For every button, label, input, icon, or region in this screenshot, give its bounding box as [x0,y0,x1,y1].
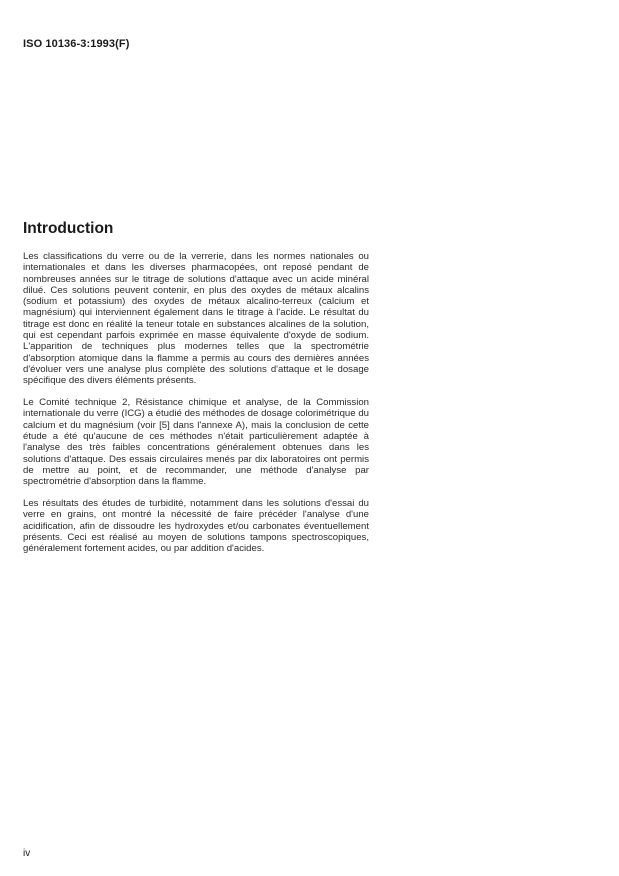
page-number: iv [23,848,31,859]
paragraph-1: Les classifications du verre ou de la verrerie, dans les normes nationales ou internationales et dans les diverses pharmacopées, ont reposé pendant de nombreuses années sur le titrage de solutions d'attaque avec un acide minéral dilué. Ces solutions peuvent contenir, en plus des oxydes de métaux alcalins (sodium et potassium) des oxydes de métaux alcalino-terreux (calcium et magnésium) qui interviennent également dans le titrage à l'acide. Le résultat du titrage est donc en réalité la teneur totale en substances alcalines de la solution, qui est cependant parfois exprimée en masse équivalente d'oxyde de sodium. L'apparition de techniques plus modernes telles que la spectrométrie d'absorption atomique dans la flamme a permis au cours des dernières années d'évoluer vers une analyse plus complète des solutions d'attaque et le dosage spécifique des divers éléments présents. [23,251,369,387]
document-header: ISO 10136-3:1993(F) [23,38,130,50]
section-body [23,251,369,565]
paragraph-3: Les résultats des études de turbidité, notamment dans les solutions d'essai du verre en grains, ont montré la nécessité de faire précéder l'analyse d'une acidification, afin de dissoudre les hydroxydes et/ou carbonates éventuellement présents. Ceci est réalisé au moyen de solutions tampons spectroscopiques, généralement fortement acides, ou par addition d'acides. [23,497,369,555]
paragraph-2: Le Comité technique 2, Résistance chimique et analyse, de la Commission internationale du verre (ICG) a étudié des méthodes de dosage colorimétrique du calcium et du magnésium (voir [5] dans l'annexe A), mais la conclusion de cette étude a été qu'aucune de ces méthodes n'était particulièrement adaptée à l'analyse des très faibles concentrations généralement obtenues dans les solutions d'attaque. Des essais circulaires menés par dix laboratoires ont permis de mettre au point, et de recommander, une méthode d'analyse par spectrométrie d'absorption dans la flamme. [23,397,369,488]
section-title: Introduction [23,220,114,237]
